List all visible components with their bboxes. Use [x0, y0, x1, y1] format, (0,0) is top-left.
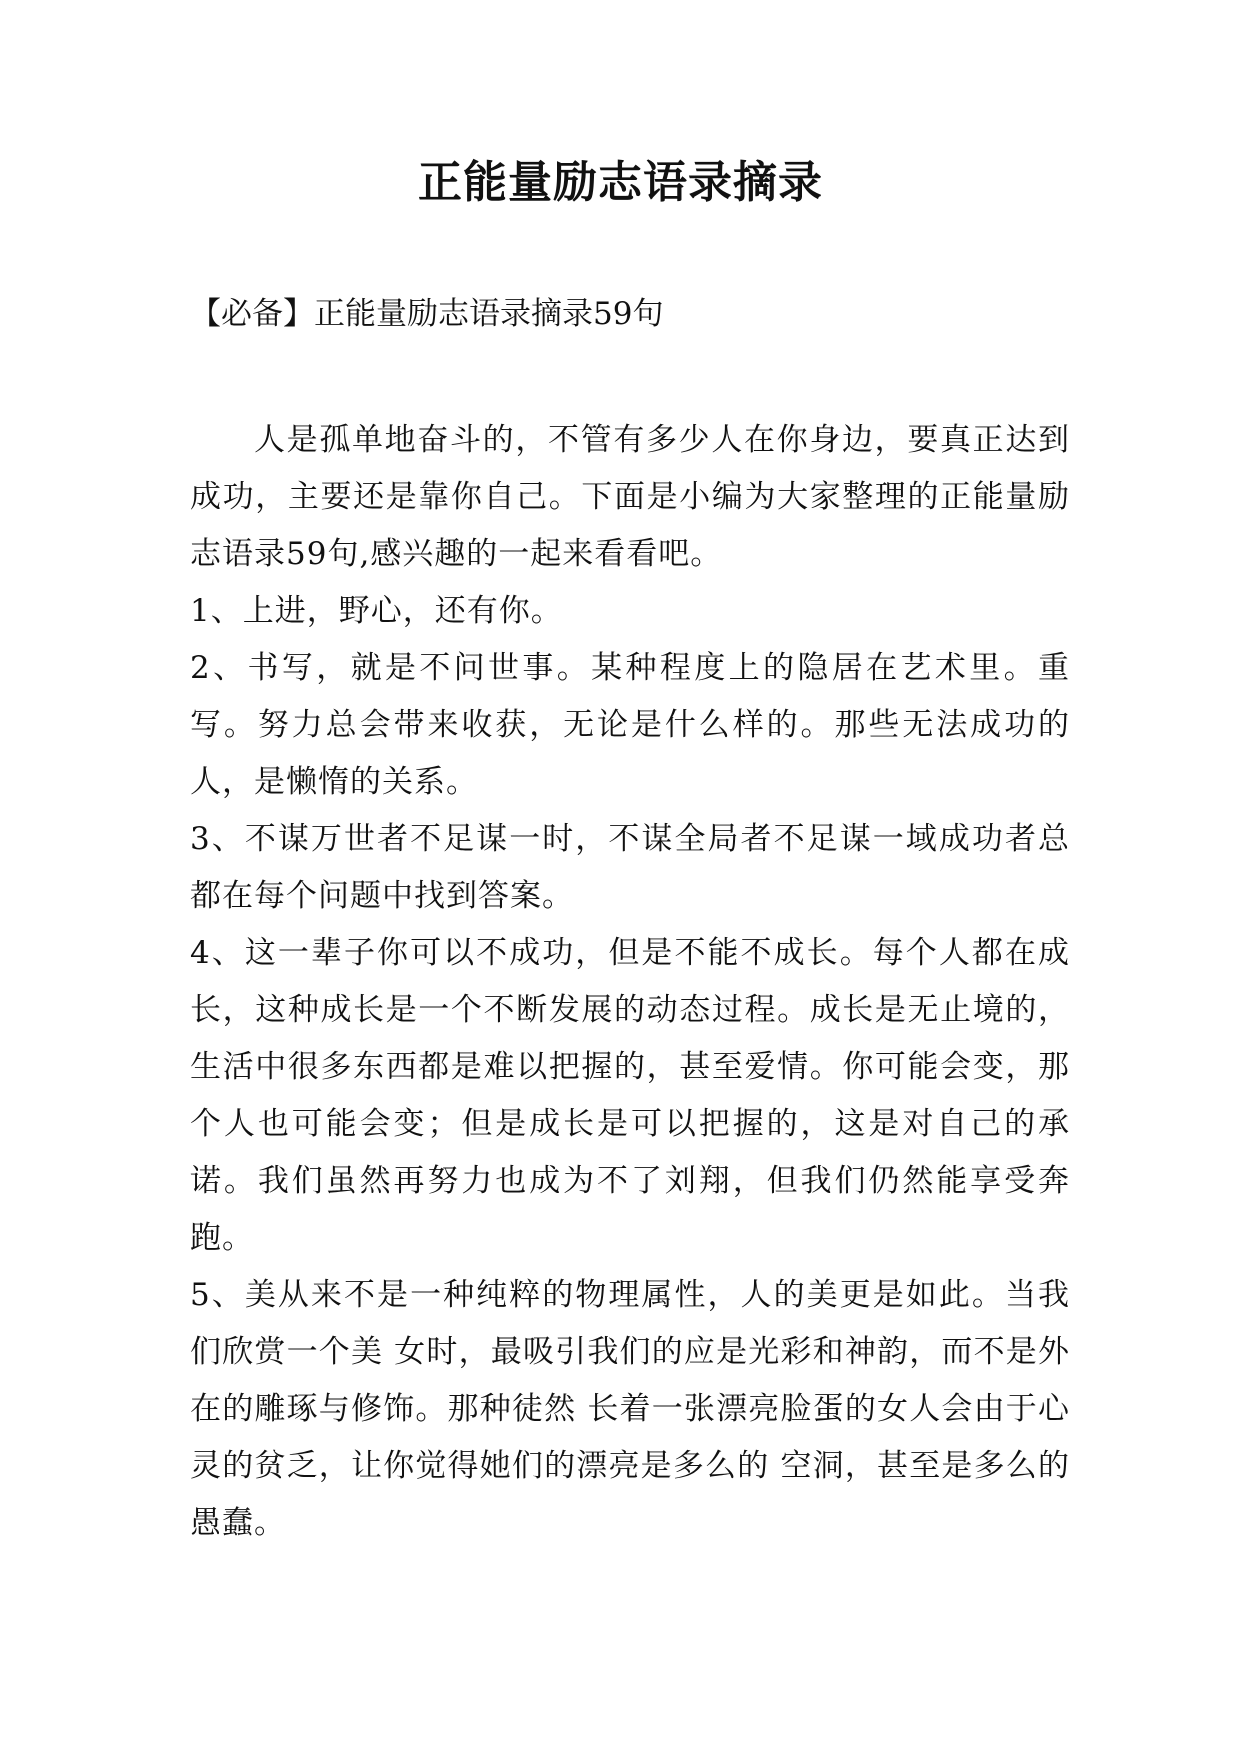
intro-paragraph: 人是孤单地奋斗的，不管有多少人在你身边，要真正达到成功，主要还是靠你自己。下面是小编为大家整理的正能量励志语录59句,感兴趣的一起来看看吧。 [190, 422, 1070, 572]
document-subtitle: 【必备】正能量励志语录摘录59句 [190, 296, 664, 332]
quote-item: 2、书写，就是不问世事。某种程度上的隐居在艺术里。重写。努力总会带来收获，无论是什么样的。那些无法成功的人，是懒惰的关系。 [190, 650, 1070, 800]
quote-item: 1、上进，野心，还有你。 [190, 593, 563, 629]
document-title: 正能量励志语录摘录 [418, 157, 823, 208]
quote-item: 5、美从来不是一种纯粹的物理属性，人的美更是如此。当我们欣赏一个美 女时，最吸引我们的应是光彩和神韵，而不是外在的雕琢与修饰。那种徒然 长着一张漂亮脸蛋的女人会由于心灵的贫乏，让你觉得她们的漂亮是多么的 空洞，甚至是多么的愚蠢。 [190, 1277, 1070, 1541]
quote-item: 3、不谋万世者不足谋一时，不谋全局者不足谋一域成功者总都在每个问题中找到答案。 [190, 821, 1070, 914]
document-body [190, 412, 1070, 1552]
quote-item: 4、这一辈子你可以不成功，但是不能不成长。每个人都在成长，这种成长是一个不断发展的动态过程。成长是无止境的，生活中很多东西都是难以把握的，甚至爱情。你可能会变，那个人也可能会变；但是成长是可以把握的，这是对自己的承诺。我们虽然再努力也成为不了刘翔，但我们仍然能享受奔跑。 [190, 935, 1070, 1256]
